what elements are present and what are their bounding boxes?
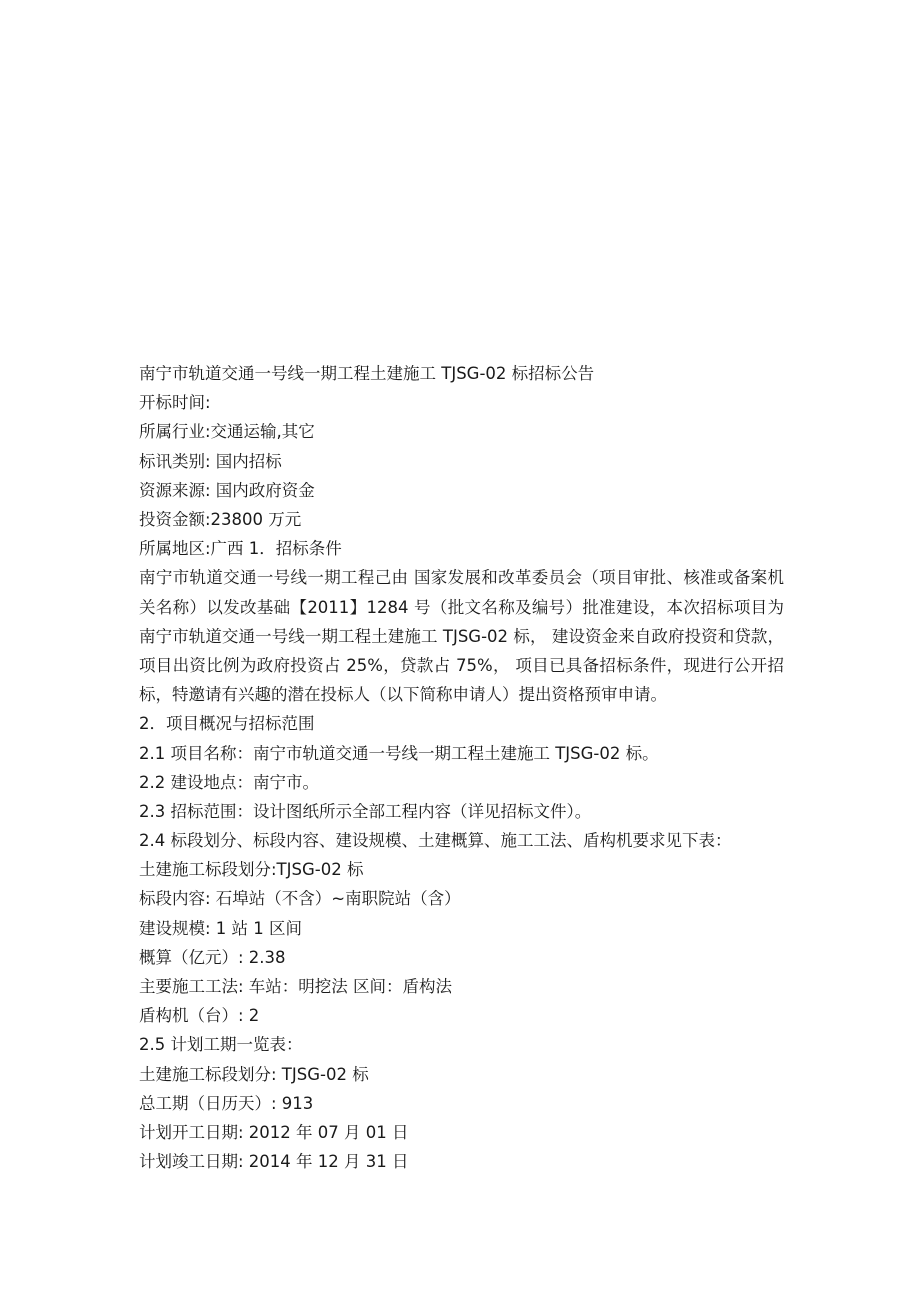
shield-machine-count: 盾构机（台）: 2 — [139, 1006, 260, 1026]
item-2-5: 2.5 计划工期一览表： — [139, 1035, 303, 1055]
item-2-1: 2.1 项目名称：南宁市轨道交通一号线一期工程土建施工 TJSG-02 标。 — [139, 743, 659, 763]
document-title: 南宁市轨道交通一号线一期工程土建施工 TJSG-02 标招标公告 — [139, 364, 595, 383]
construction-method: 主要施工工法: 车站：明挖法 区间：盾构法 — [139, 977, 453, 997]
item-2-4: 2.4 标段划分、标段内容、建设规模、土建概算、施工工法、盾构机要求见下表： — [139, 831, 732, 851]
section-content: 标段内容: 石埠站（不含）~南职院站（含） — [139, 889, 461, 909]
planned-start-date: 计划开工日期: 2012 年 07 月 01 日 — [139, 1122, 409, 1142]
meta-bid-type: 标讯类别: 国内招标 — [139, 451, 282, 471]
meta-investment: 投资金额:23800 万元 — [139, 509, 302, 529]
total-duration: 总工期（日历天）: 913 — [139, 1093, 314, 1113]
planned-completion-date: 计划竣工日期: 2014 年 12 月 31 日 — [139, 1152, 409, 1172]
document-body — [139, 359, 784, 1176]
meta-industry: 所属行业:交通运输,其它 — [139, 422, 315, 442]
meta-open-time: 开标时间: — [139, 393, 211, 413]
budget-estimate: 概算（亿元）: 2.38 — [139, 947, 286, 967]
meta-region-section1: 所属地区:广西 1．招标条件 — [139, 539, 342, 559]
item-2-2: 2.2 建设地点：南宁市。 — [139, 772, 319, 792]
schedule-section-division: 土建施工标段划分: TJSG-02 标 — [139, 1064, 369, 1084]
item-2-3: 2.3 招标范围：设计图纸所示全部工程内容（详见招标文件）。 — [139, 801, 592, 821]
meta-fund-source: 资源来源: 国内政府资金 — [139, 480, 315, 500]
construction-scale: 建设规模: 1 站 1 区间 — [139, 918, 303, 938]
section2-heading: 2．项目概况与招标范围 — [139, 714, 315, 734]
section-division: 土建施工标段划分:TJSG-02 标 — [139, 860, 364, 880]
intro-paragraph: 南宁市轨道交通一号线一期工程己由 国家发展和改革委员会（项目审批、核准或备案机关名称）以发改基础【2011】1284 号（批文名称及编号）批准建设，本次招标项目为南宁市轨道交通一号线一期工程土建施工 TJSG-02 标， 建设资金来自政府投资和贷款，项目出资比例为政府投资占 25%，贷款占 75%， 项目已具备招标条件，现进行公开招标，特邀请有兴趣的潜在投标人（以下简称申请人）提出资格预审申请。 — [139, 568, 784, 705]
